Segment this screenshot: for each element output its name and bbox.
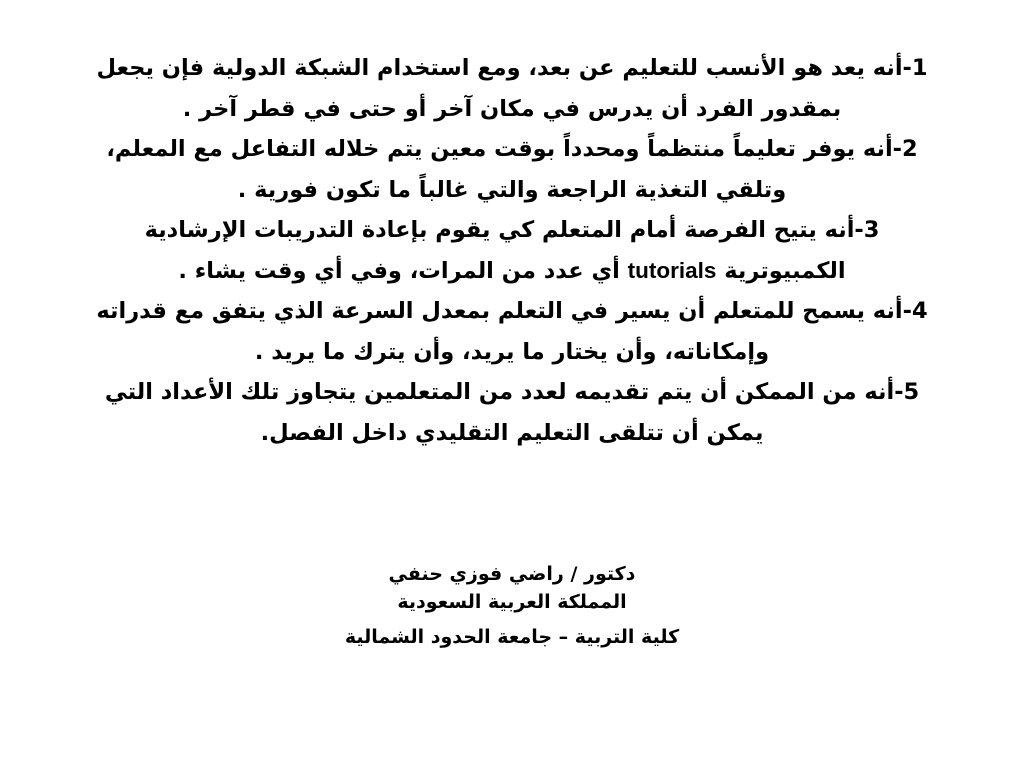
point-4-line-1: 4-أنه يسمح للمتعلم أن يسير في التعلم بمعدل السرعة الذي يتفق مع قدراته [96,298,928,324]
author-institution: كلية التربية – جامعة الحدود الشمالية [344,626,680,648]
author-country: المملكة العربية السعودية [397,591,627,613]
point-5-line-1: 5-أنه من الممكن أن يتم تقديمه لعدد من المتعلمين يتجاوز تلك الأعداد التي [104,379,920,405]
author-name: دكتور / راضي فوزي حنفي [388,563,636,585]
point-3-line-2-rest: أي عدد من المرات، وفي أي وقت يشاء . [178,257,620,284]
point-5-line-2: يمكن أن تتلقى التعليم التقليدي داخل الفصل. [260,419,764,446]
point-3 [80,210,944,291]
point-1-line-1: 1-أنه يعد هو الأنسب للتعليم عن بعد، ومع استخدام الشبكة الدولية فإن يجعل [96,55,928,81]
point-3-term-tutorials: tutorials [627,257,717,283]
point-2-line-1: 2-أنه يوفر تعليماً منتظماً ومحدداً بوقت معين يتم خلاله التفاعل مع المعلم، [106,136,918,162]
point-4 [80,291,944,372]
credits-block [212,560,812,651]
point-3-word-computerized: الكمبيوترية [724,257,846,284]
point-2-line-2: وتلقي التغذية الراجعة والتي غالباً ما تكون فورية . [237,176,787,203]
point-4-line-2: وإمكاناته، وأن يختار ما يريد، وأن يترك ما يريد . [254,338,770,365]
point-5 [80,372,944,453]
point-1 [80,48,944,129]
point-2 [80,129,944,210]
point-3-line-2 [80,251,944,292]
point-1-line-2: بمقدور الفرد أن يدرس في مكان آخر أو حتى في قطر آخر . [182,95,842,122]
body-text [80,48,944,453]
point-3-line-1: 3-أنه يتيح الفرصة أمام المتعلم كي يقوم بإعادة التدريبات الإرشادية [144,217,880,243]
